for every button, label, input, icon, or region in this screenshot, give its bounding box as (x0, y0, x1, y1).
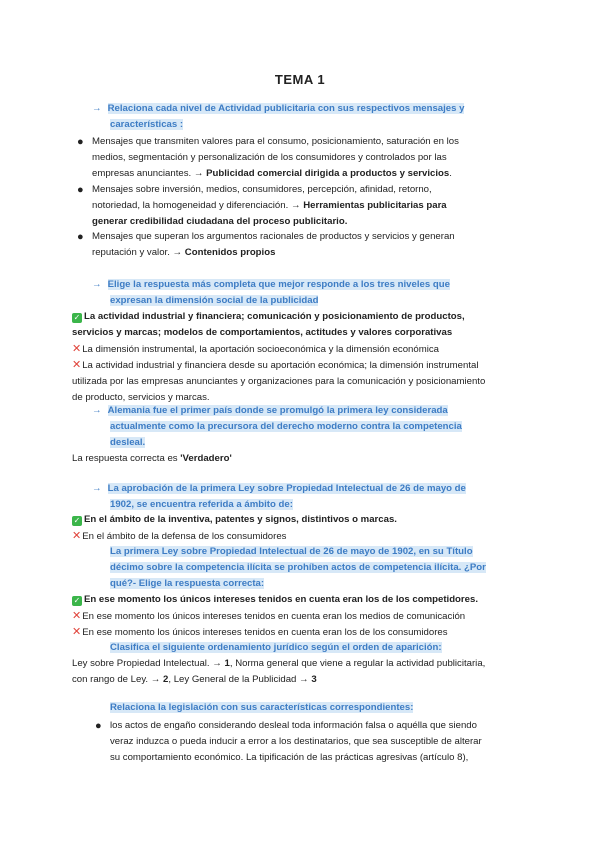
cross-icon: ✕ (72, 343, 82, 355)
check-icon: ✓ (73, 516, 81, 525)
cross-icon: ✕ (72, 359, 82, 371)
arrow-icon: → (92, 103, 102, 114)
bullet-icon: ● (95, 720, 102, 732)
question-7: Relaciona la legislación con sus características correspondientes: (110, 702, 414, 713)
question-6: Clasifica el siguiente ordenamiento jurídico según el orden de aparición: (110, 642, 442, 653)
correct-answer: ✓ La actividad industrial y financiera; comunicación y posicionamiento de productos, servicios y marcas; modelos de comportamientos, actitudes y valores corporativas (72, 311, 465, 338)
wrong-answer: ✕En el ámbito de la defensa de los consumidores (72, 530, 287, 542)
bullet-icon: ● (77, 184, 84, 196)
wrong-answer: ✕La actividad industrial y financiera desde su aportación económica; la dimensión instrumental utilizada por las empresas anunciantes y organizaciones para la comunicación y posicionamiento de producto, servicios y marcas. (72, 359, 486, 403)
correct-answer: ✓ En ese momento los únicos intereses tenidos en cuenta eran los de los competidores. (73, 594, 478, 605)
cross-icon: ✕ (72, 610, 82, 622)
cross-icon: ✕ (72, 530, 82, 542)
question-4: → La aprobación de la primera Ley sobre Propiedad Intelectual de 26 de mayo de 1902, se encuentra referida a ámbito de: (92, 483, 466, 510)
question-1: → Relaciona cada nivel de Actividad publicitaria con sus respectivos mensajes y características : (92, 103, 465, 130)
question-3: → Alemania fue el primer país donde se promulgó la primera ley considerada actualmente como la precursora del derecho moderno contra la competencia desleal. (92, 405, 462, 448)
check-icon: ✓ (73, 596, 81, 605)
page-title: TEMA 1 (274, 72, 326, 87)
cross-icon: ✕ (72, 626, 82, 638)
bullet-icon: ● (77, 231, 84, 243)
list-item: ● Mensajes que superan los argumentos racionales de productos y servicios y generan reputación y valor. → Contenidos propios (77, 231, 455, 258)
bullet-icon: ● (77, 136, 84, 148)
wrong-answer: ✕En ese momento los únicos intereses tenidos en cuenta eran los de los consumidores (72, 626, 448, 638)
question-2: → Elige la respuesta más completa que mejor responde a los tres niveles que expresan la dimensión social de la publicidad (92, 279, 450, 306)
answer: Ley sobre Propiedad Intelectual. → 1, Norma general que viene a regular la actividad publicitaria, con rango de Ley. → 2, Ley General de la Publicidad → 3 (72, 658, 486, 685)
question-5: La primera Ley sobre Propiedad Intelectual de 26 de mayo de 1902, en su Título décimo sobre la competencia ilícita se prohíben actos de competencia ilícita. ¿Por qué?- Elige la respuesta correcta: (110, 546, 486, 589)
wrong-answer: ✕La dimensión instrumental, la aportación socioeconómica y la dimensión económica (72, 343, 439, 355)
list-item: ● Mensajes sobre inversión, medios, consumidores, percepción, afinidad, retorno, notoriedad, la homogeneidad y diferenciación. → Herramientas publicitarias para generar credibilidad ciudadana del proceso publicitario. (77, 184, 447, 227)
arrow-icon: → (92, 279, 102, 290)
list-item: ● Mensajes que transmiten valores para el consumo, posicionamiento, saturación en los medios, segmentación y personalización de los consumidores y controlados por las empresas anunciantes. → Publicidad comercial dirigida a productos y servicios. (77, 136, 459, 179)
correct-answer: ✓ En el ámbito de la inventiva, patentes y signos, distintivos o marcas. (73, 514, 397, 525)
arrow-icon: → (92, 483, 102, 494)
list-item: ● los actos de engaño considerando desleal toda información falsa o aquélla que siendo veraz induzca o pueda inducir a error a los destinatarios, que sea susceptible de alterar su comportamiento económico. La tipificación de las prácticas agresivas (artículo 8), (95, 720, 482, 763)
wrong-answer: ✕En ese momento los únicos intereses tenidos en cuenta eran los medios de comunicación (72, 610, 466, 622)
check-icon: ✓ (73, 313, 81, 322)
arrow-icon: → (92, 405, 102, 416)
answer: La respuesta correcta es 'Verdadero' (72, 453, 232, 464)
